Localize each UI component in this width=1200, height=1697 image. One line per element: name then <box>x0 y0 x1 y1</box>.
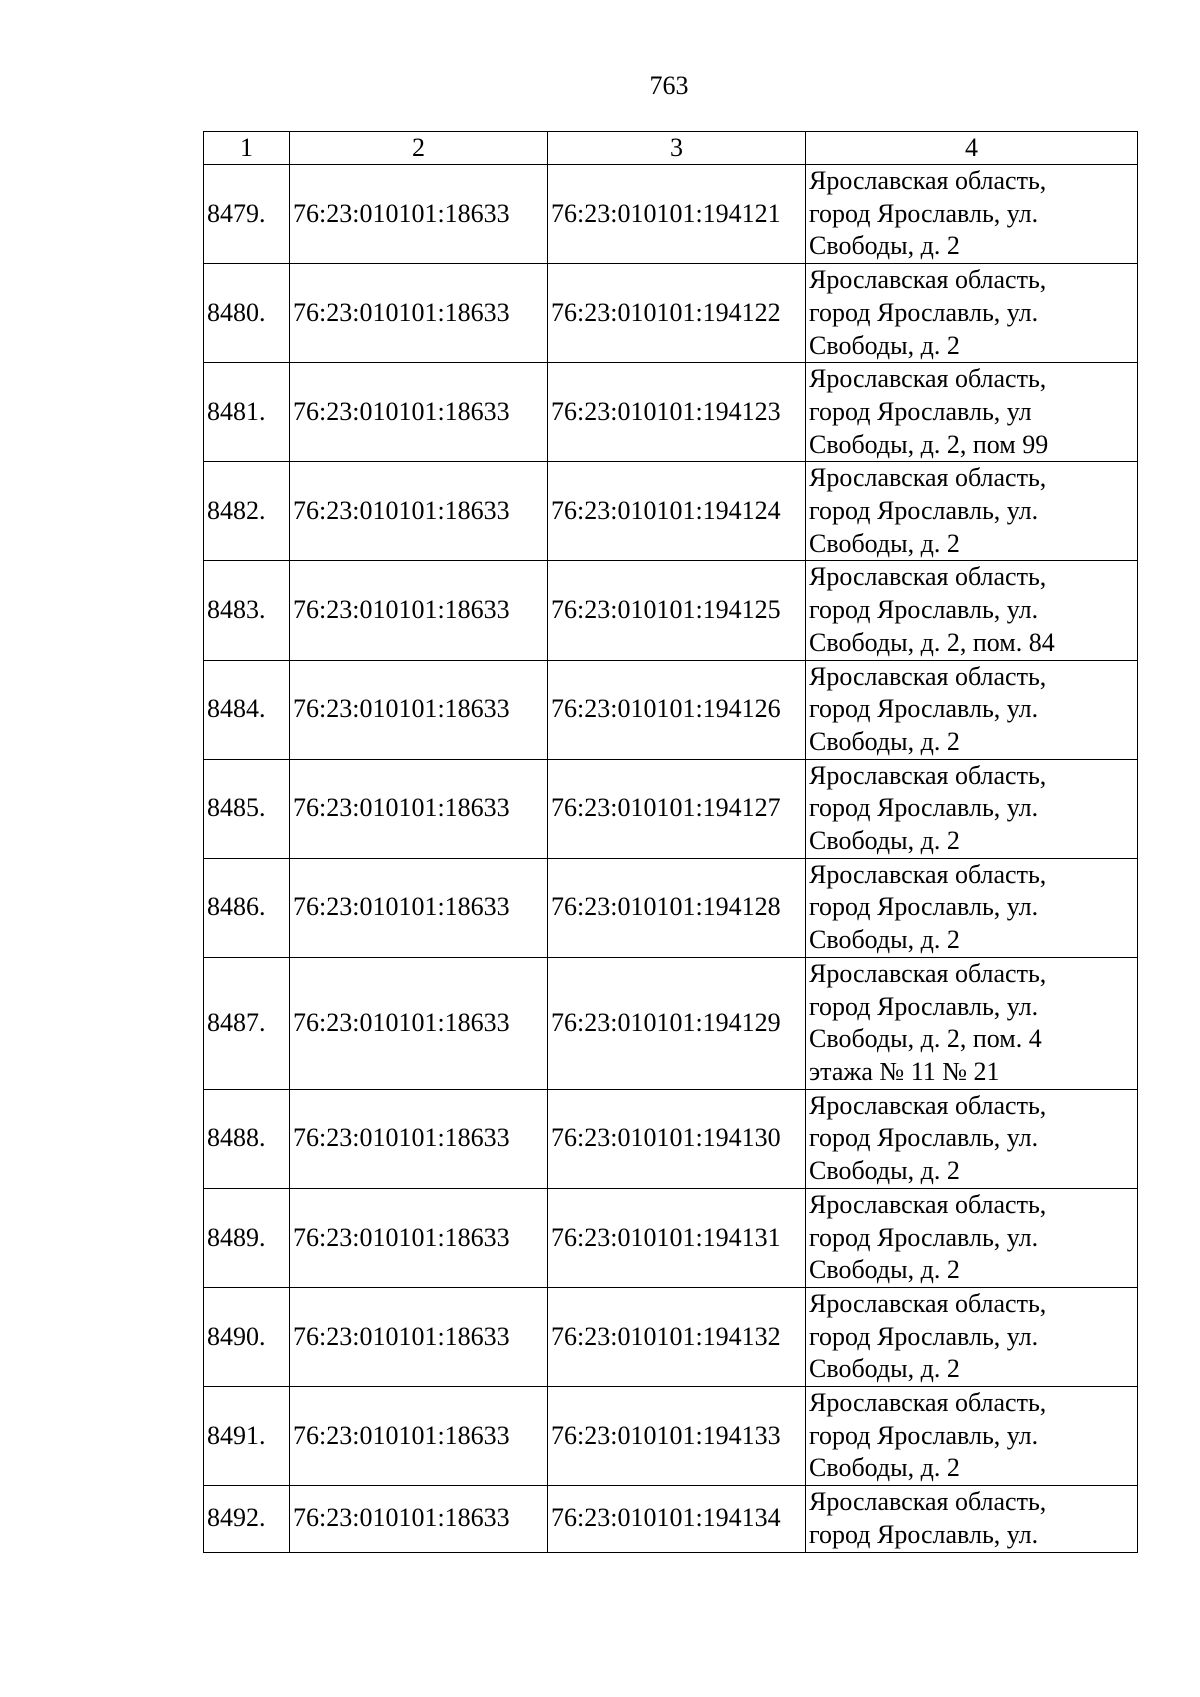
address-line: город Ярославль, ул <box>809 396 1032 426</box>
header-col-3: 3 <box>548 132 806 165</box>
row-number: 8491. <box>204 1387 290 1486</box>
address-line: Ярославская область, <box>809 166 1047 195</box>
address-line: город Ярославль, ул. <box>809 595 1039 625</box>
cadastral-number: 76:23:010101:194126 <box>548 660 806 759</box>
table-row <box>204 1486 1138 1552</box>
address-cell <box>806 660 1138 759</box>
address-cell <box>806 462 1138 561</box>
cadastral-number: 76:23:010101:194130 <box>548 1089 806 1188</box>
address-line: город Ярославль, ул. <box>809 694 1039 724</box>
page-number: 763 <box>649 71 689 100</box>
table-row <box>204 561 1138 660</box>
address-line: Свободы, д. 2 <box>809 330 960 360</box>
row-number: 8489. <box>204 1188 290 1287</box>
address-line: Свободы, д. 2, пом. 84 <box>809 627 1055 657</box>
row-number: 8492. <box>204 1486 290 1552</box>
cadastral-number-parent: 76:23:010101:18633 <box>290 1486 548 1552</box>
cadastral-number: 76:23:010101:194124 <box>548 462 806 561</box>
table-row <box>204 1089 1138 1188</box>
table-row <box>204 1188 1138 1287</box>
address-cell <box>806 1188 1138 1287</box>
address-line: город Ярославль, ул. <box>809 1420 1039 1450</box>
cadastral-number-parent: 76:23:010101:18633 <box>290 660 548 759</box>
address-line: Ярославская область, <box>809 661 1047 691</box>
address-line: Ярославская область, <box>809 958 1047 988</box>
address-cell <box>806 759 1138 858</box>
cadastral-number-parent: 76:23:010101:18633 <box>290 1387 548 1486</box>
row-number: 8483. <box>204 561 290 660</box>
address-line: город Ярославль, ул. <box>809 892 1039 922</box>
address-line: Ярославская область, <box>809 1090 1047 1120</box>
address-line: Ярославская область, <box>809 265 1047 295</box>
cadastral-number-parent: 76:23:010101:18633 <box>290 561 548 660</box>
row-number: 8487. <box>204 957 290 1089</box>
cadastral-number: 76:23:010101:194127 <box>548 759 806 858</box>
table-row <box>204 660 1138 759</box>
cadastral-number-parent: 76:23:010101:18633 <box>290 462 548 561</box>
cadastral-number-parent: 76:23:010101:18633 <box>290 1188 548 1287</box>
cadastral-number-parent: 76:23:010101:18633 <box>290 1089 548 1188</box>
row-number: 8479. <box>204 165 290 264</box>
header-col-1: 1 <box>204 132 290 165</box>
table-row <box>204 462 1138 561</box>
address-line: Свободы, д. 2 <box>809 1255 960 1285</box>
address-line: Ярославская область, <box>809 562 1047 592</box>
row-number: 8482. <box>204 462 290 561</box>
address-line: Свободы, д. 2, пом 99 <box>809 429 1049 459</box>
registry-table <box>203 131 1138 1553</box>
cadastral-number: 76:23:010101:194129 <box>548 957 806 1089</box>
address-line: город Ярославль, ул. <box>809 991 1039 1021</box>
address-line: город Ярославль, ул. <box>809 1321 1039 1351</box>
address-line: Свободы, д. 2 <box>809 826 960 856</box>
cadastral-number: 76:23:010101:194134 <box>548 1486 806 1552</box>
table-row <box>204 1387 1138 1486</box>
address-cell <box>806 957 1138 1089</box>
cadastral-number-parent: 76:23:010101:18633 <box>290 957 548 1089</box>
address-cell <box>806 1287 1138 1386</box>
row-number: 8490. <box>204 1287 290 1386</box>
address-line: Свободы, д. 2 <box>809 1156 960 1186</box>
address-line: Свободы, д. 2 <box>809 1354 960 1384</box>
address-line: Свободы, д. 2 <box>809 1453 960 1483</box>
table-body <box>204 165 1138 1553</box>
cadastral-number: 76:23:010101:194128 <box>548 858 806 957</box>
address-line: Ярославская область, <box>809 1388 1047 1418</box>
cadastral-number: 76:23:010101:194121 <box>548 165 806 264</box>
row-number: 8480. <box>204 264 290 363</box>
address-line: город Ярославль, ул. <box>809 1123 1039 1153</box>
address-cell <box>806 264 1138 363</box>
address-line: Свободы, д. 2 <box>809 726 960 756</box>
header-row <box>204 132 1138 165</box>
row-number: 8485. <box>204 759 290 858</box>
address-cell <box>806 1387 1138 1486</box>
cadastral-number-parent: 76:23:010101:18633 <box>290 165 548 264</box>
table-row <box>204 264 1138 363</box>
address-line: Свободы, д. 2 <box>809 528 960 558</box>
table-row <box>204 363 1138 462</box>
table-row <box>204 858 1138 957</box>
cadastral-number: 76:23:010101:194132 <box>548 1287 806 1386</box>
row-number: 8484. <box>204 660 290 759</box>
cadastral-number: 76:23:010101:194133 <box>548 1387 806 1486</box>
address-line: город Ярославль, ул. <box>809 1222 1039 1252</box>
row-number: 8486. <box>204 858 290 957</box>
address-line: этажа № 11 № 21 <box>809 1056 1000 1086</box>
cadastral-number-parent: 76:23:010101:18633 <box>290 264 548 363</box>
row-number: 8481. <box>204 363 290 462</box>
cadastral-number: 76:23:010101:194122 <box>548 264 806 363</box>
table-row <box>204 1287 1138 1386</box>
header-col-4: 4 <box>806 132 1138 165</box>
cadastral-number: 76:23:010101:194125 <box>548 561 806 660</box>
address-line: город Ярославль, ул. <box>809 496 1039 526</box>
header-col-2: 2 <box>290 132 548 165</box>
cadastral-number-parent: 76:23:010101:18633 <box>290 1287 548 1386</box>
cadastral-number-parent: 76:23:010101:18633 <box>290 363 548 462</box>
table-row <box>204 957 1138 1089</box>
table-row <box>204 165 1138 264</box>
address-cell <box>806 363 1138 462</box>
address-line: Ярославская область, <box>809 1487 1047 1517</box>
address-line: Ярославская область, <box>809 1288 1047 1318</box>
table-header <box>204 132 1138 165</box>
address-line: Ярославская область, <box>809 463 1047 493</box>
address-line: Свободы, д. 2 <box>809 231 960 261</box>
address-line: город Ярославль, ул. <box>809 297 1039 327</box>
address-line: город Ярославль, ул. <box>809 793 1039 823</box>
address-line: Ярославская область, <box>809 760 1047 790</box>
address-line: Ярославская область, <box>809 364 1047 394</box>
address-cell <box>806 561 1138 660</box>
address-line: Свободы, д. 2 <box>809 925 960 955</box>
cadastral-number: 76:23:010101:194123 <box>548 363 806 462</box>
address-line: Ярославская область, <box>809 859 1047 889</box>
address-cell <box>806 1486 1138 1552</box>
cadastral-number-parent: 76:23:010101:18633 <box>290 759 548 858</box>
address-line: город Ярославль, ул. <box>809 1519 1039 1549</box>
row-number: 8488. <box>204 1089 290 1188</box>
address-cell <box>806 165 1138 264</box>
address-cell <box>806 858 1138 957</box>
cadastral-number: 76:23:010101:194131 <box>548 1188 806 1287</box>
address-line: город Ярославль, ул. <box>809 198 1039 228</box>
table-row <box>204 759 1138 858</box>
address-cell <box>806 1089 1138 1188</box>
cadastral-number-parent: 76:23:010101:18633 <box>290 858 548 957</box>
address-line: Свободы, д. 2, пом. 4 <box>809 1024 1042 1054</box>
address-line: Ярославская область, <box>809 1189 1047 1219</box>
